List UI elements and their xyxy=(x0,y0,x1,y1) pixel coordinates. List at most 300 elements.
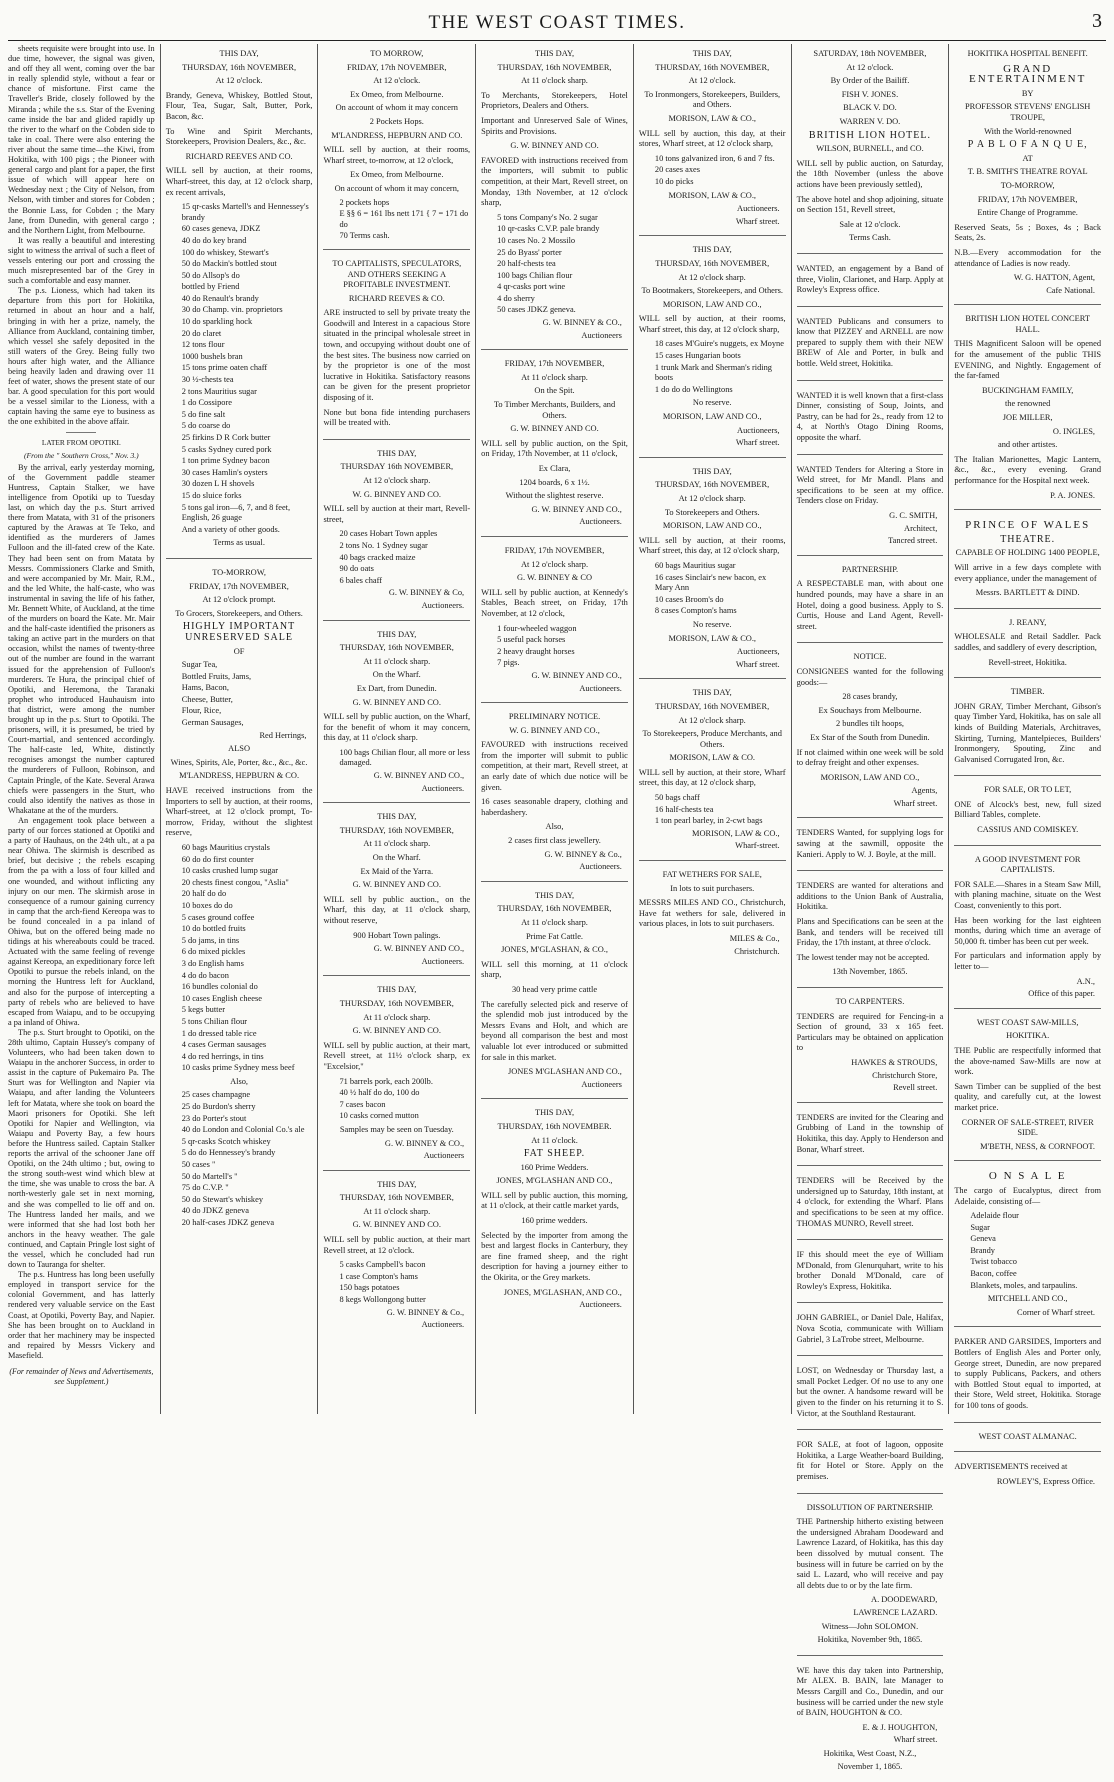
ad-body: WANTED it is well known that a first-class Dinner, consisting of Soup, Joints, and Pastry, can be had for 2s., ready from 12 to 4, at North's Otago Dining Rooms, opposite the wharf. xyxy=(796,390,944,443)
ad-title: Important and Unreserved Sale of Wines, Spirits and Provisions. xyxy=(481,115,628,136)
ad-sign: JONES M'GLASHAN AND CO., xyxy=(507,1067,622,1077)
ad-item: 6 do mixed pickles xyxy=(181,947,246,957)
ad-heading: TO-MORROW, xyxy=(212,567,266,577)
ad-also: Also, xyxy=(545,822,564,832)
advert xyxy=(797,311,944,381)
ad-sign: MORISON, LAW & CO., xyxy=(692,828,780,838)
ad-item: 60 bags Mauritius sugar xyxy=(654,560,736,570)
ad-firm: MORISON, LAW & CO. xyxy=(669,753,755,763)
ad-body: ONE of Alcock's best, new, full sized Billiard Tables, complete. xyxy=(954,799,1102,820)
ad-address: Revell street. xyxy=(893,1083,938,1093)
ad-item: 8 cases Compton's hams xyxy=(654,606,737,616)
ad-date: THURSDAY, 16th NOVEMBER, xyxy=(339,825,454,835)
ad-role: Christchurch Store, xyxy=(872,1070,938,1080)
ad-qty: 160 prime wedders. xyxy=(521,1216,588,1226)
ad-item: 10 qr-casks C.V.P. pale brandy xyxy=(497,224,600,234)
advert xyxy=(166,44,313,559)
ad-item: 40 do do key brand xyxy=(181,235,247,245)
ad-sale: Sale at 12 o'clock. xyxy=(839,219,901,229)
ad-by: By Order of the Bailiff. xyxy=(830,76,910,86)
advert xyxy=(954,44,1101,305)
ad-date: THURSDAY 16th NOVEMBER, xyxy=(340,462,454,472)
ad-item: 60 bags Mauritius crystals xyxy=(181,843,270,852)
ad-item: 5 kegs butter xyxy=(181,1005,225,1015)
ad-to: To Storekeepers, Produce Merchants, and Others. xyxy=(642,729,782,749)
ad-title: DISSOLUTION OF PARTNERSHIP. xyxy=(806,1502,934,1512)
advert xyxy=(639,683,786,861)
ad-qty: 2 cases first class jewellery. xyxy=(508,836,601,846)
ad-sign: A.N., xyxy=(1076,976,1096,986)
ad-item: Flour, Rice, xyxy=(181,706,222,716)
ad-item: 28 cases brandy, xyxy=(842,692,898,702)
ad-item: 16 cases Sinclair's new bacon, ex Mary Ann xyxy=(654,572,767,593)
ad-body: IF this should meet the eye of William M'Donald, from Glenurquhart, write to his brother Donald M'Donald, care of Rowley's Express, Hokitika. xyxy=(796,1250,944,1291)
ad-time: At 12 o'clock sharp. xyxy=(520,559,589,569)
section-source: (From the " Southern Cross," Nov. 3.) xyxy=(23,450,139,460)
ad-body: A RESPECTABLE man, with about one hundred pounds, may have a share in an Hotel, doing a good business. Apply to S. Curtis, House and Land Agent, Revell-street. xyxy=(796,579,944,631)
ad-body: To Wine and Spirit Merchants, Storekeepers, Provision Dealers, &c., &c. xyxy=(165,126,313,147)
ad-ex: Ex Omeo, from Melbourne. xyxy=(350,170,444,180)
ad-firm: W. G. BINNEY AND CO., xyxy=(509,725,600,735)
ad-item: 25 cases champagne xyxy=(181,1090,251,1100)
ad-heading: TO MORROW, xyxy=(370,49,424,58)
ad-date: THURSDAY, 16th NOVEMBER, xyxy=(339,1193,454,1203)
ad-item: 20 cases Hobart Town apples xyxy=(339,529,438,539)
advert xyxy=(797,44,944,254)
ad-body: WILL sell by public auction, this morning, at 11 o'clock, at their cattle market yards, xyxy=(481,1190,628,1211)
ad-body: LOST, on Wednesday or Thursday last, a small Pocket Ledger. Of no use to any one but the owner. A handsome reward will be given to the finder on his returning it to S. Victor, at the Southland Restaurant. xyxy=(796,1366,944,1418)
ad-role: Auctioneers. xyxy=(421,956,465,966)
column-4 xyxy=(475,44,633,1414)
ad-body: TENDERS are wanted for alterations and additions to the Union Bank of Australia, Hokitika. xyxy=(796,881,944,912)
ad-terms: 70 Terms cash. xyxy=(339,231,390,241)
ad-address: Wharf street. xyxy=(735,659,780,669)
ad-to: To Grocers, Storekeepers, and Others. xyxy=(175,608,303,618)
ad-heading: THIS DAY, xyxy=(377,812,417,822)
advert xyxy=(954,1331,1101,1422)
ad-role: Auctioneers. xyxy=(579,517,622,527)
ad-item: Blankets, moles, and tarpaulins. xyxy=(970,1280,1078,1290)
ad-body: ARE instructed to sell by private treaty the Goodwill and Interest in a capacious Store situated in the principal wholesale street in town, and occupying without doubt one of the best sites. The business now carried on by the proprietor is one of the most lucrative in Hokitika. Satisfactory reasons can be given for the present proprietor disposing of it. xyxy=(323,308,471,403)
ad-heading: TO CAPITALISTS, SPECULATORS, AND OTHERS SEEKING A PROFITABLE INVESTMENT. xyxy=(332,258,462,290)
ad-title: BRITISH LION HOTEL. xyxy=(808,129,931,141)
ad-body: Reserved Seats, 5s ; Boxes, 4s ; Back Seats, 2s. xyxy=(954,222,1102,243)
ad-body: TENDERS will be Received by the undersigned up to Saturday, 18th instant, at 4 o'clock, for extending the Wharf. Plans and specifications to be seen at my office. THOMAS MUNRO, Revell street. xyxy=(796,1176,944,1228)
ad-item: 40 do London and Colonial Co.'s ale xyxy=(181,1125,305,1135)
ad-date: FRIDAY, 17th NOVEMBER, xyxy=(189,581,289,591)
ad-item: 20 cases axes xyxy=(654,165,700,175)
ad-body: FOR SALE.—Shares in a Steam Saw Mill, with planing machine, situate on the West Coast, conveniently to this port. xyxy=(954,879,1102,911)
ad-item: Bacon, coffee xyxy=(970,1269,1017,1279)
ad-to: To Storekeepers and Others. xyxy=(664,507,760,517)
ad-date: Hokitika, November 9th, 1865. xyxy=(817,1635,923,1645)
ad-item: 100 bags Chilian flour xyxy=(497,270,573,280)
ad-time: At 12 o'clock sharp. xyxy=(678,494,746,503)
ad-body: WILL sell by public auction, on Saturday, the 18th November (unless the above actions have been previously settled), xyxy=(796,158,944,189)
ad-item: 10 do sparkling hock xyxy=(181,317,253,327)
ad-item: 20 half-cases JDKZ geneva xyxy=(181,1218,275,1227)
ad-item: 30 ½-chests tea xyxy=(181,375,234,385)
ad-role: Office of this paper. xyxy=(1028,989,1096,999)
ad-body: WE have this day taken into Partnership, Mr ALEX. B. BAIN, late Manager to Messrs Cargill and Co., Dunedin, and our business will be carried under the new style of BAIN, HOUGHTON & CO. xyxy=(796,1665,944,1718)
ad-sign: G. W. BINNEY & CO., xyxy=(542,318,622,328)
ad-role: Auctioneers, xyxy=(737,647,780,657)
ad-role: Auctioneers xyxy=(581,1079,622,1089)
ad-heading: THIS DAY, xyxy=(377,629,417,639)
news-paragraph: sheets requisite were brought into use. In due time, however, the signal was given, and off they all went, coming over the bar in really splendid style, without a fear or chance of misfortune. First came the Traveller's Bride, closely followed by the Miranda ; while the s.s. Star of the Evening came inside the bar and glided rapidly up the river to the wharf on the Cobden side to take in coal. There were also entering the river about the same time—the Kiwi, from Hokitika, with 100 pigs ; the Pioneer with general cargo and plant for a paper, the first issue of which will appear here on Wednesday next ; the City of Nelson, from Nelson, with timber and stores for Cobden ; the Bonnie Lass, for Cobden ; the Mary Jane, from Dunedin, with general cargo ; and the Northern Light, from Melbourne. xyxy=(8,44,155,235)
ad-body: CONSIGNEES wanted for the following goods:— xyxy=(796,666,944,687)
ad-item: Also, xyxy=(230,1076,249,1086)
ad-item: 60 cases geneva, JDKZ xyxy=(181,224,261,234)
ad-marks: E §§ 6 = 161 lbs nett 171 { 7 = 171 do do xyxy=(339,209,469,229)
ad-heading: THIS DAY, xyxy=(534,1108,575,1118)
advert xyxy=(954,1427,1101,1453)
ad-item: 40 bags cracked maize xyxy=(339,552,416,562)
ad-item: 10 casks corned mutton xyxy=(339,1111,419,1121)
ad-item: Adelaide flour xyxy=(970,1211,1019,1221)
ad-address: Wharf street. xyxy=(735,438,780,448)
ad-terms: Terms as usual. xyxy=(213,538,265,548)
ad-firm: RICHARD REEVES AND CO. xyxy=(185,151,293,161)
ad-firm: MORISON, LAW AND CO., xyxy=(662,299,762,309)
ad-line: and other artistes. xyxy=(998,440,1058,450)
section-heading: LATER FROM OPOTIKI. xyxy=(41,437,121,447)
ad-date: THURSDAY, 16th NOVEMBER, xyxy=(655,701,770,711)
advert xyxy=(797,1244,944,1303)
ad-item: 20 do claret xyxy=(181,328,222,338)
ad-date: Hokitika, West Coast, N.Z., xyxy=(823,1748,917,1758)
ad-title: HIGHLY IMPORTANT UNRESERVED SALE xyxy=(182,621,296,643)
page-number: 3 xyxy=(1092,10,1102,32)
ad-sign: MILES & Co., xyxy=(729,934,780,943)
ad-body: Will arrive in a few days complete with every appliance, under the management of xyxy=(954,562,1102,583)
ad-time: At 11 o'clock sharp. xyxy=(363,1206,431,1216)
ad-sign: MORISON, LAW & CO., xyxy=(668,633,757,643)
ad-body: TENDERS Wanted, for supplying logs for sawing at the sawmill, opposite the Kanieri. Apply to W. J. Boyle, at the mill. xyxy=(796,828,944,859)
ad-title: THEATRE. xyxy=(1000,533,1056,545)
advert xyxy=(797,875,944,988)
advert xyxy=(797,992,944,1103)
ad-title: A GOOD INVESTMENT FOR CAPITALISTS. xyxy=(974,854,1081,875)
ad-qty: 900 Hobart Town palings. xyxy=(353,930,441,940)
ad-body: WANTED, an engagement by a Band of three, Violin, Clarionet, and Harp. Apply at Rowley's Express office. xyxy=(796,263,944,295)
ad-sign: JONES, M'GLASHAN, AND CO., xyxy=(503,1287,622,1297)
advert xyxy=(323,44,470,250)
ad-heading: SATURDAY, 18th NOVEMBER, xyxy=(813,49,927,58)
ad-firm: WILSON, BURNELL, and CO. xyxy=(816,144,924,154)
ad-item: 50 cases JDKZ geneva. xyxy=(497,305,576,315)
ad-address: Revell-street, Hokitika. xyxy=(988,657,1067,667)
ad-sign: G. W. BINNEY & CO., xyxy=(384,1138,465,1148)
ad-date: THURSDAY, 16th NOVEMBER, xyxy=(655,480,770,490)
ad-item: 5 casks Sydney cured pork xyxy=(181,444,272,454)
advert xyxy=(954,780,1101,845)
columns xyxy=(8,44,1106,1772)
ad-role: Auctioneers. xyxy=(737,204,780,214)
newspaper-title: THE WEST COAST TIMES. xyxy=(428,12,686,33)
ad-address: Christchurch. xyxy=(734,946,780,956)
ad-heading: PRELIMINARY NOTICE. xyxy=(508,712,601,722)
ad-date: 13th November, 1865. xyxy=(832,967,908,977)
ad-firm: RICHARD REEVES & CO. xyxy=(348,293,445,303)
ad-body: The Italian Marionettes, Magic Lantern, &c., &c., every evening. Grand performance for the Hospital next week. xyxy=(954,454,1102,485)
ad-ex: Ex Dart, from Dunedin. xyxy=(356,683,437,693)
ad-body: For particulars and information apply by letter to— xyxy=(954,951,1102,971)
ad-body: WHOLESALE and Retail Saddler. Pack saddles, and saddlery of every description, xyxy=(954,632,1102,652)
ad-date: THURSDAY, 16th NOVEMBER, xyxy=(182,62,297,72)
ad-body: The lowest tender may not be accepted. xyxy=(796,952,930,962)
ad-firm: M'LANDRESS, HEPBURN AND CO. xyxy=(331,130,463,140)
ad-address: Wharf street. xyxy=(735,216,780,226)
ad-item: 5 tons Company's No. 2 sugar xyxy=(497,212,598,222)
footnote: (For remainder of News and Advertisements, see Supplement.) xyxy=(9,1367,154,1387)
ad-role: Auctioneers. xyxy=(421,600,465,610)
ad-item: 1 ton pearl barley, in 2-cwt bags xyxy=(654,816,763,826)
ad-item: 30 do Champ. vin. proprietors xyxy=(181,305,283,315)
ad-item: 15 qr-casks Martell's and Hennessey's brandy xyxy=(181,202,309,222)
advert xyxy=(797,822,944,871)
column-news xyxy=(8,44,160,1414)
ad-address: Corner of Wharf street. xyxy=(1017,1307,1096,1317)
ad-qty: 2 pockets hops xyxy=(339,197,390,207)
ad-item: 1 trunk Mark and Sherman's riding boots xyxy=(654,362,772,383)
ad-reserve: No reserve. xyxy=(692,398,732,408)
advert xyxy=(797,385,944,455)
ad-item: 5 do fine salt xyxy=(181,409,226,419)
news-paragraph: An engagement took place between a party of our forces stationed at Opotiki and a party of Hauhaus, on the 24th ult., at a pa near Ohiwa. The skirmish is described as brief, but decisive ; the rebels escaping from the pa with a loss of four killed and one wounded, and without inflicting any injury on our men. The skirmish arose in consequence of a rumour gaining currency in camp that the arch-fiend Kereopa was to be found concealed in a pa inland of Ohiwa, but on the offered being made no tidings at his whereabouts could be traced. Actuated with the same feeling of revenge against Kereopa, an expeditionary force left Opotiki to pursue the rebels inland, on the morning the Huntress left for Auckland, and also for the purpose of intercepting a party of rebels who are believed to have escaped from Waiapu, and to be occupying a pa inland of Ohiwa. xyxy=(8,815,155,1027)
ad-account: On account of whom it may concern xyxy=(335,103,458,113)
advert xyxy=(639,462,786,680)
ad-qty: 16 cases seasonable drapery, clothing and haberdashery. xyxy=(481,797,628,817)
column-7 xyxy=(948,44,1106,1486)
ad-item: 5 tons gal iron—6, 7, and 8 feet, English, 26 guage xyxy=(181,502,291,523)
ad-firm: G. W. BINNEY AND CO. xyxy=(510,424,599,434)
ad-sign: P. A. JONES. xyxy=(1050,490,1096,500)
ad-heading: BRITISH LION HOTEL CONCERT HALL. xyxy=(965,314,1090,334)
ad-sign: G. W. BINNEY AND CO., xyxy=(373,944,465,954)
ad-item: 4 cases German sausages xyxy=(181,1040,267,1050)
ad-title: O N S A L E xyxy=(988,1170,1067,1183)
ad-heading: THIS DAY, xyxy=(692,49,732,58)
ad-body: The carefully selected pick and reserve of the splendid mob just introduced by the Messrs Evans and Holt, and which are beyond all comparison the best and most valuable lot ever introduced or submitted for sale in this market. xyxy=(481,999,628,1062)
ad-item: bottled by Friend xyxy=(181,282,240,292)
ad-item: 5 do do Hennessey's brandy xyxy=(181,1148,276,1158)
ad-subtitle: In lots to suit purchasers. xyxy=(670,883,755,893)
ad-time: At 11 o'clock sharp. xyxy=(363,1012,431,1022)
ad-item: 15 cases Hungarian boots xyxy=(654,351,741,361)
ad-body: THIS Magnificent Saloon will be opened for the amusement of the public THIS EVENING, and Nightly. Engagement of the far-famed xyxy=(954,339,1102,381)
ad-sign: G. W. BINNEY & Co., xyxy=(544,849,622,859)
ad-item: 10 casks crushed lump sugar xyxy=(181,866,279,876)
ad-qty: 30 head very prime cattle xyxy=(511,984,598,994)
ad-item: 4 qr-casks port wine xyxy=(497,282,566,292)
ad-to: To Merchants, Storekeepers, Hotel Proprietors, Dealers and Others. xyxy=(481,90,628,111)
ad-sign: W. G. HATTON, Agent, xyxy=(1013,273,1096,283)
ad-body: Brandy, Geneva, Whiskey, Bottled Stout, Flour, Tea, Sugar, Salt, Butter, Pork, Bacon, &c. xyxy=(165,90,313,121)
ad-ex: Ex Omeo, from Melbourne. xyxy=(350,89,444,99)
ad-time: At 11 o'clock sharp. xyxy=(521,918,588,927)
ad-body: FAVORED with instructions received from the importers, will submit to public competition, at their Mart, Revell street, on Monday, 13th November, at 12 o'clock sharp, xyxy=(481,155,628,208)
ad-firm: MORISON, LAW AND CO., xyxy=(662,521,762,531)
ad-role: Auctioneers, xyxy=(737,425,780,435)
ad-item: 5 cases ground coffee xyxy=(181,912,255,922)
ad-title: WEST COAST ALMANAC. xyxy=(978,1431,1077,1441)
ad-sign: G. W. BINNEY AND CO., xyxy=(373,771,465,781)
ad-body: The above hotel and shop adjoining, situate on Section 151, Revell street, xyxy=(796,194,944,215)
ad-sign: G. W. BINNEY & Co., xyxy=(386,1307,465,1317)
ad-heading: THIS DAY, xyxy=(692,466,732,476)
ad-item: 25 do Byass' porter xyxy=(497,247,562,257)
ad-time: At 12 o'clock. xyxy=(373,76,421,86)
advert xyxy=(639,865,786,965)
ad-reserve: Without the slightest reserve. xyxy=(505,491,604,501)
ad-name: JOE MILLER, xyxy=(1002,413,1053,423)
ad-item: 1 do do do Wellingtons xyxy=(654,384,733,394)
ad-sign: ROWLEY'S, Express Office. xyxy=(996,1476,1096,1486)
advert xyxy=(797,560,944,644)
ad-address: Tancred street. xyxy=(888,536,938,546)
ad-item: 90 do oats xyxy=(339,564,374,574)
ad-heading: HOKITIKA HOSPITAL BENEFIT. xyxy=(967,49,1088,58)
ad-body: FAVOURED with instructions received from the importer will submit to public competition, at their mart, Revell street, at an early date of which due notice will be given. xyxy=(481,740,628,792)
ad-item: Cheese, Butter, xyxy=(181,694,233,704)
ad-sign: MORISON, LAW & CO., xyxy=(668,190,757,200)
ad-time: At 11 o'clock sharp. xyxy=(521,76,588,86)
ad-name: O. INGLES, xyxy=(1052,426,1096,436)
ad-item: 50 do Mackin's bottled stout xyxy=(181,259,277,269)
news-paragraph: The p.s. Lioness, which had taken its departure from this port for Hokitika, returned in about an hour and a half, bringing in with her a prize, namely, the Alliance from Auckland, containing timber, which vessel she safely deposited in the still waters of the Grey. Being fully two hours after high water, and the Alliance being heavily laden and drawing over 11 feet of water, shows the present state of our bar. A good speculation for this port would be a vessel similar to the Lioness, with a captain having the same eye to business as the one exhibited in the above affair. xyxy=(8,286,155,427)
ad-item: 1 ton prime Sydney bacon xyxy=(181,456,270,466)
ad-reserve: No reserve. xyxy=(692,619,732,629)
ad-item: 1 do dressed table rice xyxy=(181,1028,257,1038)
ad-role: Auctioneers. xyxy=(579,683,622,693)
ad-body: WILL sell by public auction, on the Wharf, for the benefit of whom it may concern, this day, at 11 o'clock sharp. xyxy=(323,712,471,743)
ad-body: Sawn Timber can be supplied of the best quality, and carefully cut, at the lowest market price. xyxy=(954,1081,1102,1112)
ad-item: German Sausages, xyxy=(181,718,244,728)
ad-body: Has been working for the last eighteen months, during which time an average of 50,000 ft. timber has been cut per week. xyxy=(954,915,1102,946)
ad-item: Ex Star of the South from Dunedin. xyxy=(810,732,930,742)
advert xyxy=(323,1175,470,1339)
news-paragraph: The p.s. Sturt brought to Opotiki, on the 28th ultimo, Captain Hussey's company of Volunteers, who had been taken down to Waiapu in the anchorer Success, in order to assist in the capture of Pukemairo Pa. The Sturt was for Wellington and Napier via Waiapu, and after landing the Volunteers left for Matata, where she took on board the Maori prisoners for Opotiki. She left Opotiki for Napier and Wellington, via Waiapu and Poverty Bay, a few hours before the Huntress sailed. Captain Stalker reports the arrival of the schooner Jane off Opotiki, on the 24th ultimo ; but, owing to the strong south-west wind which blew at the time, she was unable to cross the bar. A north-westerly gale set in next morning, and she was compelled to lie off and on. The Huntress landed her mails, and we were informed that she had lost both her anchors in the heavy weather. The gale continued, and Captain Pringle lost sight of the vessel, which he concluded had run down to Tauranga for shelter. xyxy=(8,1027,155,1270)
ad-by: BY xyxy=(1021,88,1034,98)
ad-sign: M'BETH, NESS, & CORNFOOT. xyxy=(980,1141,1096,1151)
ad-item: 6 bales chaff xyxy=(339,575,383,585)
ad-item: Bottled Fruits, Jams, xyxy=(181,671,252,681)
ad-role: Auctioneers. xyxy=(421,783,465,793)
ad-firm: G. W. BINNEY AND CO. xyxy=(352,1220,441,1230)
ad-terms: Terms Cash. xyxy=(849,233,891,243)
ad-address: Wharf street. xyxy=(893,798,938,808)
ad-ex: Ex Maid of the Yarra. xyxy=(360,866,434,876)
ad-name: J. REANY, xyxy=(1009,617,1047,627)
advert xyxy=(797,1434,944,1493)
ad-body: WILL sell by public auction, on the Spit, on Friday, 17th November, at 11 o'clock, xyxy=(481,438,628,459)
ad-role: Auctioneers xyxy=(581,330,622,340)
ad-firm: MORISON, LAW & CO., xyxy=(668,113,757,123)
ad-item: 7 cases bacon xyxy=(339,1099,386,1109)
ad-item: 40 do Renault's brandy xyxy=(181,293,259,303)
ad-body: FOR SALE, at foot of lagoon, opposite Hokitika, a Large Weather-board Building, fit for Hotel or Store. Apply on the premises. xyxy=(796,1440,944,1481)
ad-line: the renowned xyxy=(1004,399,1051,409)
ad-body: Selected by the importer from among the best and largest flocks in Canterbury, they are fine framed sheep, and the right description for having a journey either to the Okirita, or the Grey markets. xyxy=(481,1230,628,1283)
ad-role: Agents, xyxy=(911,786,938,796)
ad-sign: LAWRENCE LAZARD. xyxy=(853,1607,938,1617)
ad-body: The cargo of Eucalyptus, direct from Adelaide, consisting of— xyxy=(954,1185,1102,1206)
ad-name: WARREN V. DO. xyxy=(839,116,901,126)
ad-role: Auctioneers. xyxy=(579,862,622,872)
ad-item: 4 do sherry xyxy=(497,293,535,303)
ad-firm: W. G. BINNEY AND CO. xyxy=(352,489,442,499)
ad-firm: M'LANDRESS, HEPBURN & CO. xyxy=(179,771,300,781)
ad-title: NOTICE. xyxy=(853,652,887,662)
ad-witness: Witness—John SOLOMON. xyxy=(821,1621,919,1631)
ad-time: At 11 o'clock sharp. xyxy=(363,839,431,849)
ad-date: THURSDAY, 16th NOVEMBER, xyxy=(339,643,454,653)
ad-item: 30 cases Hamlin's oysters xyxy=(181,467,268,477)
ad-body: WILL sell by public auction, at their mart Revell street, at 12 o'clock. xyxy=(323,1235,471,1255)
ad-to: To Timber Merchants, Builders, and Others. xyxy=(493,400,616,420)
ad-item: 5 tons Chilian flour xyxy=(181,1016,248,1026)
ad-firm: JONES, M'GLASHAN, & CO., xyxy=(501,945,608,955)
ad-place: On the Wharf. xyxy=(372,670,421,680)
ad-body: N.B.—Every accommodation for the attendance of Ladies is now ready. xyxy=(954,247,1102,268)
ad-item: 5 casks Campbell's bacon xyxy=(339,1260,426,1270)
ad-item: 50 do Allsop's do xyxy=(181,270,240,280)
ad-body: THE Public are respectfully informed that the above-named Saw-Mills are now at work. xyxy=(954,1045,1102,1077)
ad-body: WILL sell by public auction., on the Wharf, this day, at 11 o'clock sharp, without reserve, xyxy=(323,894,471,925)
ad-item: 50 do Stewart's whiskey xyxy=(181,1194,264,1204)
ad-role: Architect, xyxy=(904,523,938,533)
ad-role: Auctioneers. xyxy=(421,1320,465,1330)
advert xyxy=(639,240,786,458)
ad-body: WILL sell by auction, at their rooms, Wharf street, this day, at 12 o'clock sharp, xyxy=(638,535,786,556)
ad-item: 40 do JDKZ geneva xyxy=(181,1206,249,1216)
ad-item: 75 do C.V.P. " xyxy=(181,1183,229,1193)
ad-sign: HAWKES & STROUDS, xyxy=(851,1057,938,1067)
ad-role: Cafe National. xyxy=(1046,285,1096,295)
masthead xyxy=(8,6,1106,41)
ad-heading: THIS DAY, xyxy=(534,890,575,900)
ad-qty: 100 bags Chilian flour, all more or less damaged. xyxy=(339,747,470,768)
advert xyxy=(481,1103,628,1319)
advert xyxy=(323,254,470,440)
ad-item: 4 do red herrings, in tins xyxy=(181,1051,264,1061)
ad-title: Prime Fat Cattle. xyxy=(526,931,584,941)
ad-title: WEST COAST SAW-MILLS, xyxy=(976,1017,1079,1027)
ad-item: 50 do Martell's " xyxy=(181,1171,238,1181)
ad-date: THURSDAY, 16th NOVEMBER, xyxy=(655,62,770,72)
ad-item: 5 qr-casks Scotch whiskey xyxy=(181,1136,271,1146)
ad-item: 20 half-chests tea xyxy=(497,259,556,269)
ad-item: 1 case Compton's hams xyxy=(339,1271,418,1281)
ad-line: Entire Change of Programme. xyxy=(977,208,1078,218)
ad-firm: JONES, M'GLASHAN AND CO., xyxy=(496,1176,613,1186)
ad-item: 12 tons flour xyxy=(181,340,225,350)
ad-body: WANTED Publicans and consumers to know that PIZZEY and ARNELL are now prepared to supply them with their NEW BREW of Ale and Porter, in bulk and bottle. Weld street, Hokitika. xyxy=(796,316,944,369)
ad-item: 5 useful pack horses xyxy=(497,635,566,645)
ad-item: 1 do Cossipore xyxy=(181,398,232,408)
ad-title: GRAND ENTERTAINMENT xyxy=(969,62,1087,86)
ad-item: 71 barrels pork, each 200lb. xyxy=(339,1076,433,1086)
ad-body: JOHN GRAY, Timber Merchant, Gibson's quay Timber Yard, Hokitika, has on sale all kinds of Building Materials, Architraves, Skirting, Turning, Mantelpieces, Builders' Ironmongery, Spouting, Zinc and Galvanised Corrugated Iron, &c. xyxy=(954,701,1102,764)
ad-item: Hams, Bacon, xyxy=(181,683,229,693)
ad-time: At 11 o'clock. xyxy=(531,1135,578,1145)
advert xyxy=(323,980,470,1170)
ad-body: WILL sell by public auction, at their mart, Revell street, at 11½ o'clock sharp, ex "Excelsior," xyxy=(323,1040,471,1071)
ad-item: 3 do English hams xyxy=(181,958,244,968)
ad-samples: Samples may be seen on Tuesday. xyxy=(339,1124,454,1134)
ad-body: WILL sell by auction, at their rooms, Wharf street, this day, at 12 o'clock sharp, xyxy=(638,314,786,334)
